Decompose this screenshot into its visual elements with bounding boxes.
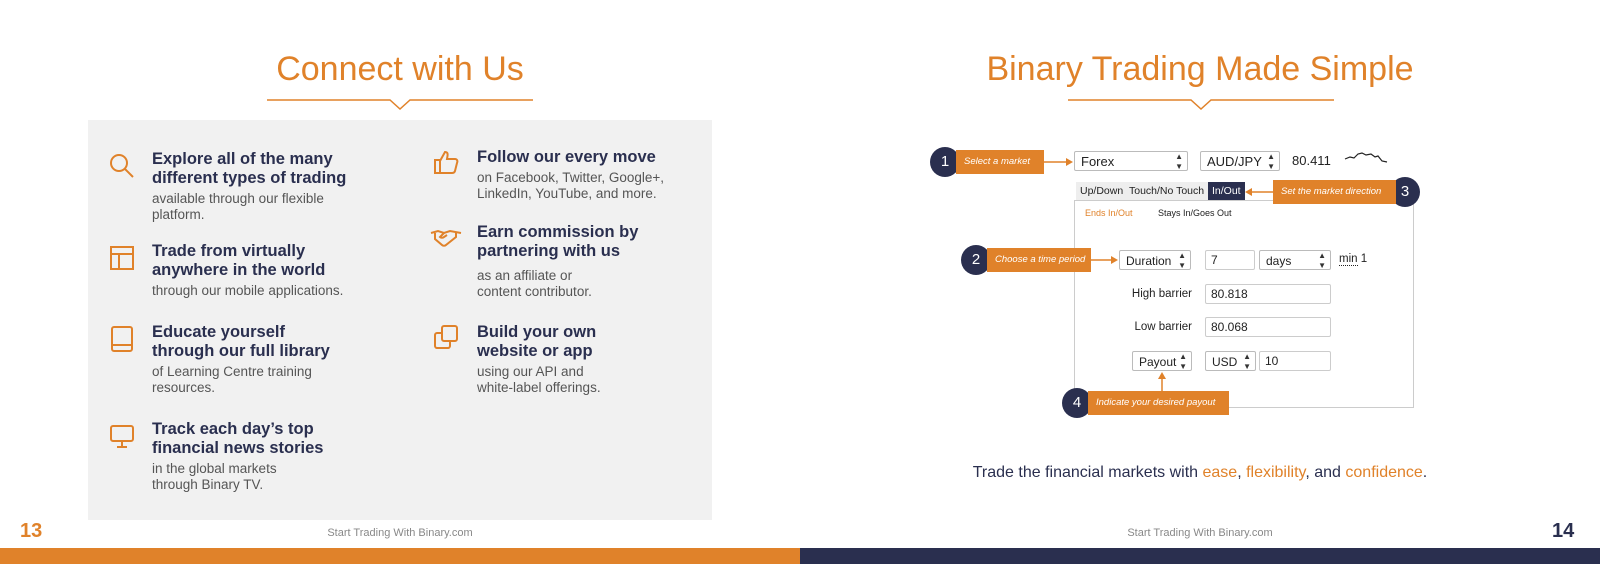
currency-select[interactable] bbox=[1205, 351, 1256, 371]
tagline bbox=[900, 464, 1500, 482]
select-arrows-icon: ▲ ▼ bbox=[1178, 251, 1186, 270]
payout-amount-input[interactable]: 10 bbox=[1259, 351, 1331, 371]
handshake-icon bbox=[430, 223, 462, 251]
spot-price: 80.411 bbox=[1292, 153, 1331, 168]
min-value: 1 bbox=[1360, 253, 1368, 265]
step-3-arrow bbox=[1244, 185, 1274, 199]
symbol-select[interactable] bbox=[1200, 151, 1280, 171]
price-sparkline bbox=[1344, 150, 1388, 166]
market-select[interactable] bbox=[1074, 151, 1188, 171]
search-icon bbox=[108, 152, 136, 180]
duration-input[interactable]: 7 bbox=[1205, 250, 1255, 270]
feature-body: as an affiliate or content contributor. bbox=[477, 268, 592, 299]
monitor-icon bbox=[108, 422, 136, 450]
tagline-prefix: Trade the financial markets with bbox=[972, 464, 1203, 481]
feature-heading: Build your own website or app bbox=[477, 323, 597, 360]
feature-heading: Track each day’s top financial news stories bbox=[152, 420, 324, 457]
step-3-badge: 3 bbox=[1390, 177, 1420, 207]
step-4-callout: Indicate your desired payout bbox=[1088, 391, 1229, 415]
high-barrier-label: High barrier bbox=[1131, 288, 1192, 300]
step-1-arrow bbox=[1044, 155, 1074, 169]
subtab-ends-in-out[interactable]: Ends In/Out bbox=[1085, 208, 1133, 218]
feature-heading: Educate yourself through our full library bbox=[152, 323, 330, 360]
tagline-sep: , bbox=[1237, 464, 1247, 481]
tab-touch-no-touch[interactable]: Touch/No Touch bbox=[1125, 182, 1208, 200]
feature-heading: Trade from virtually anywhere in the world bbox=[152, 242, 326, 279]
min-label: min bbox=[1339, 253, 1358, 265]
right-page-title: Binary Trading Made Simple bbox=[986, 50, 1414, 88]
payout-type-value: Payout bbox=[1139, 355, 1177, 369]
select-arrows-icon: ▲ ▼ bbox=[1243, 352, 1251, 371]
tagline-suffix: . bbox=[1422, 464, 1428, 481]
footer-bar-navy bbox=[800, 548, 1600, 564]
title-underline-chevron bbox=[1067, 94, 1335, 112]
step-2-arrow bbox=[1091, 253, 1119, 267]
subtab-stays-in-goes-out[interactable]: Stays In/Goes Out bbox=[1158, 208, 1232, 218]
tagline-ease: ease bbox=[1202, 464, 1238, 481]
select-arrows-icon: ▲ ▼ bbox=[1267, 152, 1275, 171]
footer-left: Start Trading With Binary.com bbox=[327, 527, 473, 539]
page-number-right: 14 bbox=[1552, 520, 1575, 542]
tagline-flexibility: flexibility bbox=[1246, 464, 1306, 481]
tab-up-down[interactable]: Up/Down bbox=[1076, 182, 1127, 200]
feature-heading: Follow our every move bbox=[477, 148, 656, 166]
step-4-badge: 4 bbox=[1062, 388, 1092, 418]
tab-in-out[interactable]: In/Out bbox=[1208, 182, 1245, 200]
step-1-callout: Select a market bbox=[956, 150, 1044, 174]
step-1-badge: 1 bbox=[930, 147, 960, 177]
duration-type-value: Duration bbox=[1126, 254, 1172, 268]
high-barrier-input[interactable]: 80.818 bbox=[1205, 284, 1331, 304]
footer-right: Start Trading With Binary.com bbox=[1127, 527, 1273, 539]
page-number-left: 13 bbox=[20, 520, 43, 542]
step-2-badge: 2 bbox=[961, 245, 991, 275]
thumbs-up-icon bbox=[432, 148, 460, 176]
select-arrows-icon: ▲ ▼ bbox=[1318, 251, 1326, 270]
feature-heading: Explore all of the many different types of trading bbox=[152, 150, 347, 187]
trade-form-box bbox=[1074, 200, 1414, 408]
market-select-value: Forex bbox=[1081, 154, 1115, 169]
book-icon bbox=[108, 325, 136, 353]
footer-bar-orange bbox=[0, 548, 800, 564]
feature-body: through our mobile applications. bbox=[152, 283, 344, 298]
min-duration-label bbox=[1339, 253, 1367, 265]
step-3-callout: Set the market direction bbox=[1273, 180, 1396, 204]
low-barrier-input[interactable]: 80.068 bbox=[1205, 317, 1331, 337]
feature-body: of Learning Centre training resources. bbox=[152, 364, 312, 395]
duration-type-select[interactable] bbox=[1119, 250, 1191, 270]
tagline-confidence: confidence bbox=[1345, 464, 1423, 481]
feature-body: on Facebook, Twitter, Google+, LinkedIn, YouTube, and more. bbox=[477, 170, 664, 201]
copy-icon bbox=[432, 323, 460, 351]
feature-body: in the global markets through Binary TV. bbox=[152, 461, 277, 492]
payout-type-select[interactable] bbox=[1132, 351, 1192, 371]
step-4-arrow bbox=[1155, 372, 1169, 392]
tagline-sep: , and bbox=[1305, 464, 1346, 481]
left-page-title: Connect with Us bbox=[276, 50, 524, 88]
feature-heading: Earn commission by partnering with us bbox=[477, 223, 639, 260]
low-barrier-label: Low barrier bbox=[1134, 321, 1192, 333]
symbol-select-value: AUD/JPY bbox=[1207, 154, 1262, 169]
currency-value: USD bbox=[1212, 355, 1238, 369]
layout-icon bbox=[108, 244, 136, 272]
feature-body: available through our flexible platform. bbox=[152, 191, 324, 222]
duration-unit-value: days bbox=[1266, 254, 1292, 268]
title-underline-chevron bbox=[266, 94, 534, 112]
duration-unit-select[interactable] bbox=[1259, 250, 1331, 270]
feature-body: using our API and white-label offerings. bbox=[477, 364, 601, 395]
step-2-callout: Choose a time period bbox=[987, 248, 1091, 272]
select-arrows-icon: ▲ ▼ bbox=[1175, 152, 1183, 171]
select-arrows-icon: ▲ ▼ bbox=[1179, 352, 1187, 371]
